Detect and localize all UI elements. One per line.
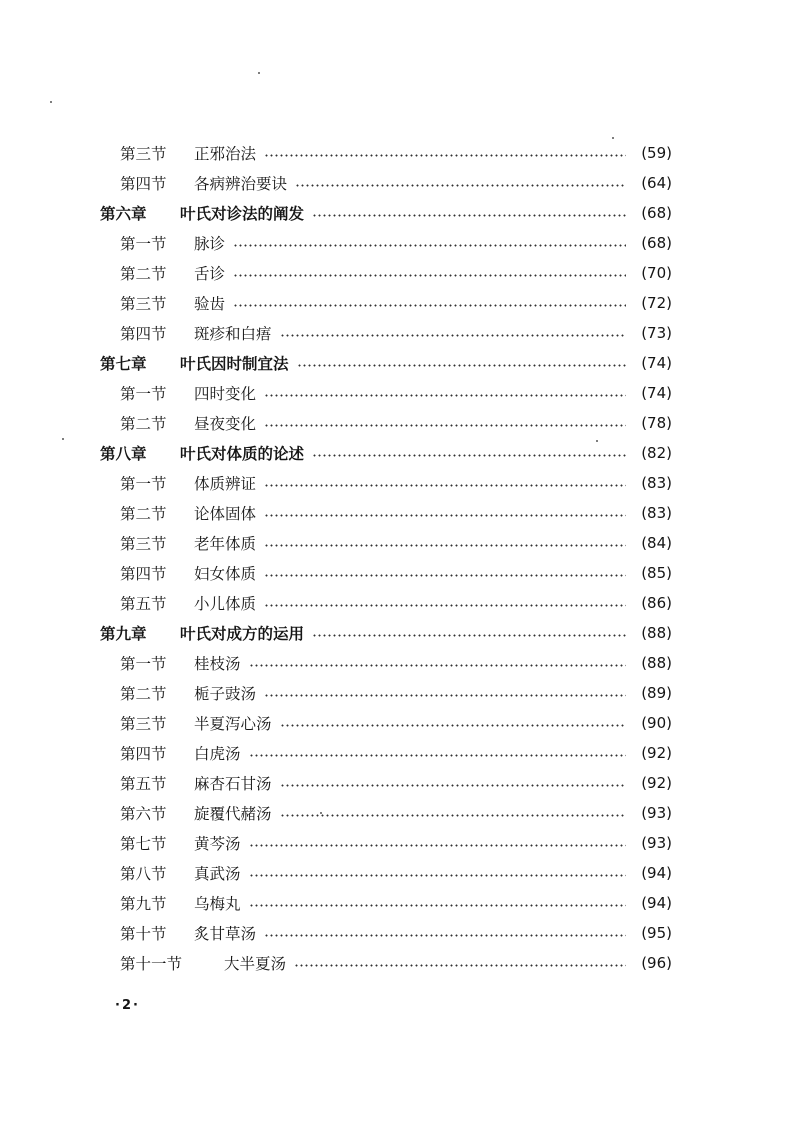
toc-entry-label: 第八章 (100, 445, 147, 463)
toc-entry-page: (78) (641, 414, 672, 432)
toc-entry-title: 真武汤 (194, 865, 241, 883)
toc-section-row (100, 828, 672, 858)
toc-entry-label: 第五节 (120, 595, 167, 613)
dot-leader (280, 814, 626, 817)
toc-section-row (100, 408, 672, 438)
page-number: ·2· (115, 998, 140, 1013)
toc-section-row (100, 168, 672, 198)
toc-entry-title: 舌诊 (194, 265, 226, 283)
print-speck (62, 438, 64, 440)
toc-section-row (100, 888, 672, 918)
toc-entry-label: 第一节 (120, 655, 167, 673)
toc-entry-label: 第六章 (100, 205, 147, 223)
toc-entry-title: 正邪治法 (194, 145, 257, 163)
dot-leader (264, 394, 626, 397)
toc-entry-title: 白虎汤 (194, 745, 241, 763)
dot-leader (280, 334, 626, 337)
toc-entry-label: 第三节 (120, 715, 167, 733)
dot-leader (264, 544, 626, 547)
toc-entry-page: (90) (641, 714, 672, 732)
toc-entry-title: 乌梅丸 (194, 895, 241, 913)
toc-entry-label: 第一节 (120, 235, 167, 253)
toc-entry-page: (83) (641, 504, 672, 522)
toc-entry-label: 第二节 (120, 685, 167, 703)
toc-entry-page: (89) (641, 684, 672, 702)
dot-leader (233, 304, 626, 307)
toc-entry-title: 妇女体质 (194, 565, 257, 583)
toc-section-row (100, 318, 672, 348)
toc-entry-title: 炙甘草汤 (194, 925, 257, 943)
toc-section-row (100, 498, 672, 528)
toc-entry-page: (68) (641, 234, 672, 252)
toc-entry-title: 验齿 (194, 295, 226, 313)
dot-leader (264, 694, 626, 697)
toc-section-row (100, 258, 672, 288)
toc-entry-title: 桂枝汤 (194, 655, 241, 673)
toc-entry-page: (86) (641, 594, 672, 612)
dot-leader (264, 934, 626, 937)
toc-section-row (100, 378, 672, 408)
toc-entry-label: 第二节 (120, 265, 167, 283)
toc-entry-title: 脉诊 (194, 235, 226, 253)
dot-leader (233, 244, 626, 247)
toc-entry-label: 第五节 (120, 775, 167, 793)
toc-section-row (100, 918, 672, 948)
toc-entry-page: (93) (641, 834, 672, 852)
dot-leader (264, 484, 626, 487)
dot-leader (312, 634, 626, 637)
toc-entry-page: (83) (641, 474, 672, 492)
toc-section-row (100, 798, 672, 828)
toc-entry-label: 第一节 (120, 475, 167, 493)
toc-section-row (100, 738, 672, 768)
toc-entry-page: (85) (641, 564, 672, 582)
toc-entry-title: 旋覆代赭汤 (194, 805, 272, 823)
toc-entry-title: 大半夏汤 (224, 955, 287, 973)
toc-section-row (100, 588, 672, 618)
dot-leader (264, 424, 626, 427)
toc-entry-page: (94) (641, 894, 672, 912)
table-of-contents (100, 138, 672, 978)
toc-entry-label: 第二节 (120, 505, 167, 523)
dot-leader (312, 214, 626, 217)
dot-leader (280, 784, 626, 787)
toc-entry-label: 第一节 (120, 385, 167, 403)
toc-section-row (100, 228, 672, 258)
dot-leader (249, 904, 626, 907)
toc-entry-label: 第四节 (120, 325, 167, 343)
toc-entry-page: (88) (641, 654, 672, 672)
toc-entry-title: 栀子豉汤 (194, 685, 257, 703)
toc-entry-title: 叶氏对成方的运用 (180, 625, 305, 643)
toc-section-row (100, 768, 672, 798)
toc-entry-page: (88) (641, 624, 672, 642)
toc-entry-title: 体质辨证 (194, 475, 257, 493)
toc-section-row (100, 558, 672, 588)
dot-leader (264, 154, 626, 157)
print-speck (50, 101, 52, 103)
toc-entry-page: (95) (641, 924, 672, 942)
dot-leader (264, 604, 626, 607)
toc-entry-label: 第三节 (120, 145, 167, 163)
toc-section-row (100, 708, 672, 738)
toc-entry-label: 第三节 (120, 535, 167, 553)
dot-leader (280, 724, 626, 727)
toc-section-row (100, 858, 672, 888)
toc-section-row (100, 288, 672, 318)
toc-entry-title: 半夏泻心汤 (194, 715, 272, 733)
toc-entry-page: (94) (641, 864, 672, 882)
print-speck (258, 72, 260, 74)
toc-section-row (100, 678, 672, 708)
dot-leader (249, 664, 626, 667)
toc-entry-page: (59) (641, 144, 672, 162)
toc-entry-page: (93) (641, 804, 672, 822)
toc-entry-page: (92) (641, 744, 672, 762)
toc-entry-label: 第四节 (120, 745, 167, 763)
dot-leader (249, 874, 626, 877)
toc-entry-label: 第七章 (100, 355, 147, 373)
toc-entry-title: 各病辨治要诀 (194, 175, 288, 193)
toc-entry-label: 第七节 (120, 835, 167, 853)
toc-entry-label: 第三节 (120, 295, 167, 313)
dot-leader (312, 454, 626, 457)
toc-entry-title: 老年体质 (194, 535, 257, 553)
toc-entry-title: 黄芩汤 (194, 835, 241, 853)
dot-leader (297, 364, 626, 367)
toc-entry-title: 叶氏因时制宜法 (180, 355, 289, 373)
print-speck (320, 812, 322, 814)
toc-entry-page: (70) (641, 264, 672, 282)
dot-leader (233, 274, 626, 277)
toc-entry-label: 第二节 (120, 415, 167, 433)
toc-entry-label: 第九节 (120, 895, 167, 913)
toc-entry-title: 论体固体 (194, 505, 257, 523)
toc-chapter-row (100, 348, 672, 378)
toc-entry-label: 第九章 (100, 625, 147, 643)
toc-entry-title: 麻杏石甘汤 (194, 775, 272, 793)
toc-entry-label: 第四节 (120, 565, 167, 583)
toc-entry-page: (92) (641, 774, 672, 792)
toc-section-row (100, 648, 672, 678)
dot-leader (249, 844, 626, 847)
toc-chapter-row (100, 438, 672, 468)
dot-leader (294, 964, 626, 967)
dot-leader (264, 574, 626, 577)
toc-section-row (100, 468, 672, 498)
toc-entry-page: (72) (641, 294, 672, 312)
toc-entry-label: 第十一节 (120, 955, 183, 973)
toc-chapter-row (100, 198, 672, 228)
toc-entry-title: 叶氏对诊法的阐发 (180, 205, 305, 223)
toc-entry-title: 昼夜变化 (194, 415, 257, 433)
toc-entry-title: 叶氏对体质的论述 (180, 445, 305, 463)
dot-leader (295, 184, 626, 187)
toc-entry-label: 第八节 (120, 865, 167, 883)
toc-section-row (100, 528, 672, 558)
dot-leader (264, 514, 626, 517)
toc-section-row (100, 948, 672, 978)
toc-entry-page: (96) (641, 954, 672, 972)
toc-entry-label: 第六节 (120, 805, 167, 823)
dot-leader (249, 754, 626, 757)
toc-section-row (100, 138, 672, 168)
toc-entry-page: (74) (641, 354, 672, 372)
toc-entry-page: (68) (641, 204, 672, 222)
toc-entry-label: 第十节 (120, 925, 167, 943)
toc-entry-page: (82) (641, 444, 672, 462)
toc-entry-page: (84) (641, 534, 672, 552)
toc-entry-page: (73) (641, 324, 672, 342)
toc-entry-title: 斑疹和白痦 (194, 325, 272, 343)
print-speck (596, 440, 598, 442)
toc-entry-label: 第四节 (120, 175, 167, 193)
print-speck (612, 137, 614, 139)
toc-entry-page: (74) (641, 384, 672, 402)
toc-entry-title: 小儿体质 (194, 595, 257, 613)
toc-entry-title: 四时变化 (194, 385, 257, 403)
toc-entry-page: (64) (641, 174, 672, 192)
toc-chapter-row (100, 618, 672, 648)
